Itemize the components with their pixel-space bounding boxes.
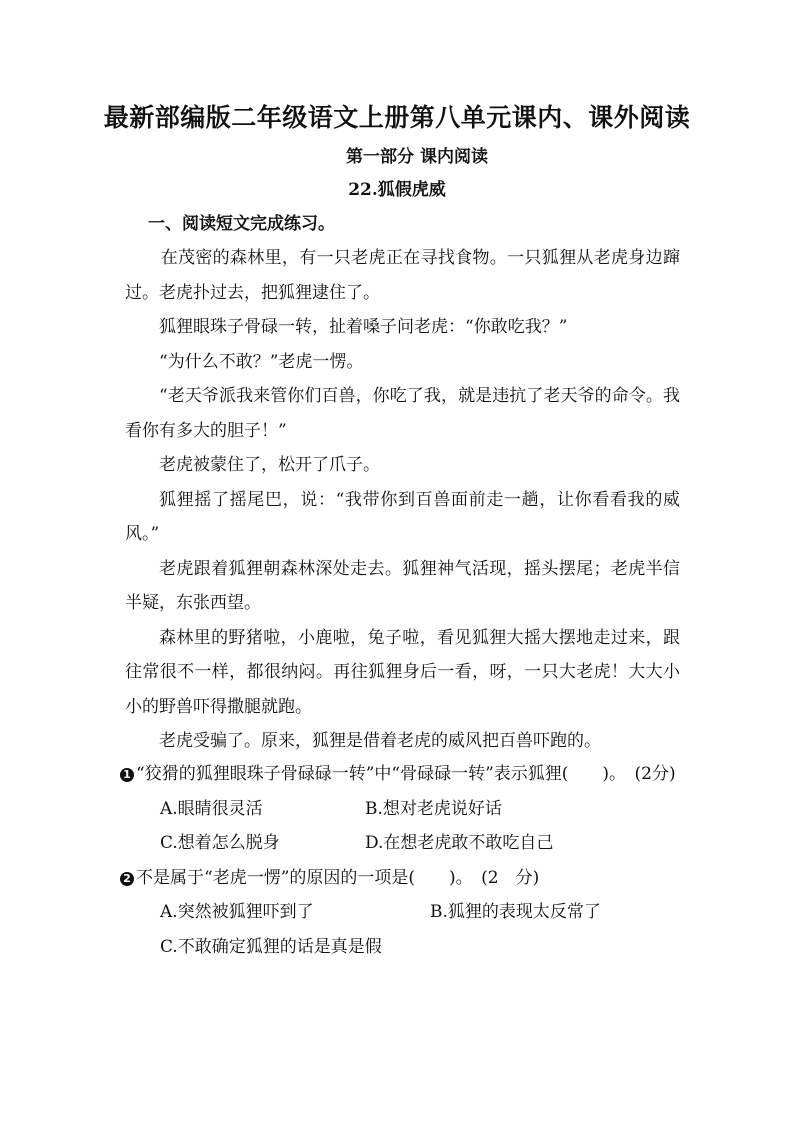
passage-paragraph: 老虎被蒙住了，松开了爪子。 xyxy=(159,455,380,475)
option-row xyxy=(120,895,685,930)
option-row xyxy=(120,826,685,861)
passage-paragraph: 狐狸摇了摇尾巴，说：“我带你到百兽面前走一趟，让你看看我的威风。” xyxy=(125,489,680,544)
document-title: 最新部编版二年级语文上册第八单元课内、课外阅读 xyxy=(103,103,691,132)
question-stem-text: “狡猾的狐狸眼珠子骨碌碌一转”中“骨碌碌一转”表示狐狸( )。 (2分) xyxy=(136,764,676,784)
option-b: B.狐狸的表现太反常了 xyxy=(430,902,601,922)
passage-paragraph: 在茂密的森林里，有一只老虎正在寻找食物。一只狐狸从老虎身边蹿过。老虎扑过去，把狐狸逮住了。 xyxy=(125,248,680,303)
question-stem xyxy=(120,861,685,896)
question-number-badge: 1 xyxy=(120,768,134,782)
option-c: C.想着怎么脱身 xyxy=(160,833,280,853)
option-a: A.突然被狐狸吓到了 xyxy=(160,902,314,922)
section-heading: 一、阅读短文完成练习。 xyxy=(148,214,335,234)
lesson-title: 22.狐假虎威 xyxy=(348,180,446,200)
passage-paragraph: 老虎跟着狐狸朝森林深处走去。狐狸神气活现，摇头摆尾；老虎半信半疑，东张西望。 xyxy=(125,558,680,613)
option-row xyxy=(120,930,685,965)
option-b: B.想对老虎说好话 xyxy=(365,798,502,819)
option-a: A.眼睛很灵活 xyxy=(160,798,263,819)
question-number-badge: 2 xyxy=(120,872,134,886)
question-2 xyxy=(120,861,685,965)
passage-paragraph: 老虎受骗了。原来，狐狸是借着老虎的威风把百兽吓跑的。 xyxy=(159,731,601,751)
question-list xyxy=(120,757,685,964)
passage-paragraph: 森林里的野猪啦，小鹿啦，兔子啦，看见狐狸大摇大摆地走过来，跟往常很不一样，都很纳闷。再往狐狸身后一看，呀，一只大老虎！大大小小的野兽吓得撒腿就跑。 xyxy=(125,627,680,717)
option-d: D.在想老虎敢不敢吃自己 xyxy=(365,833,554,853)
option-row xyxy=(120,792,685,827)
passage-paragraph: “老天爷派我来管你们百兽，你吃了我，就是违抗了老天爷的命令。我看你有多大的胆子！” xyxy=(125,386,680,441)
question-stem-text: 不是属于“老虎一愣”的原因的一项是( )。 (2 分) xyxy=(136,867,540,888)
passage-paragraph: 狐狸眼珠子骨碌一转，扯着嗓子问老虎：“你敢吃我？” xyxy=(159,317,568,337)
passage-paragraph: “为什么不敢？”老虎一愣。 xyxy=(159,351,364,372)
question-stem xyxy=(120,757,685,792)
question-1 xyxy=(120,757,685,861)
part-title: 第一部分 课内阅读 xyxy=(346,147,488,167)
option-c: C.不敢确定狐狸的话是真是假 xyxy=(160,936,382,957)
reading-passage xyxy=(125,241,680,759)
